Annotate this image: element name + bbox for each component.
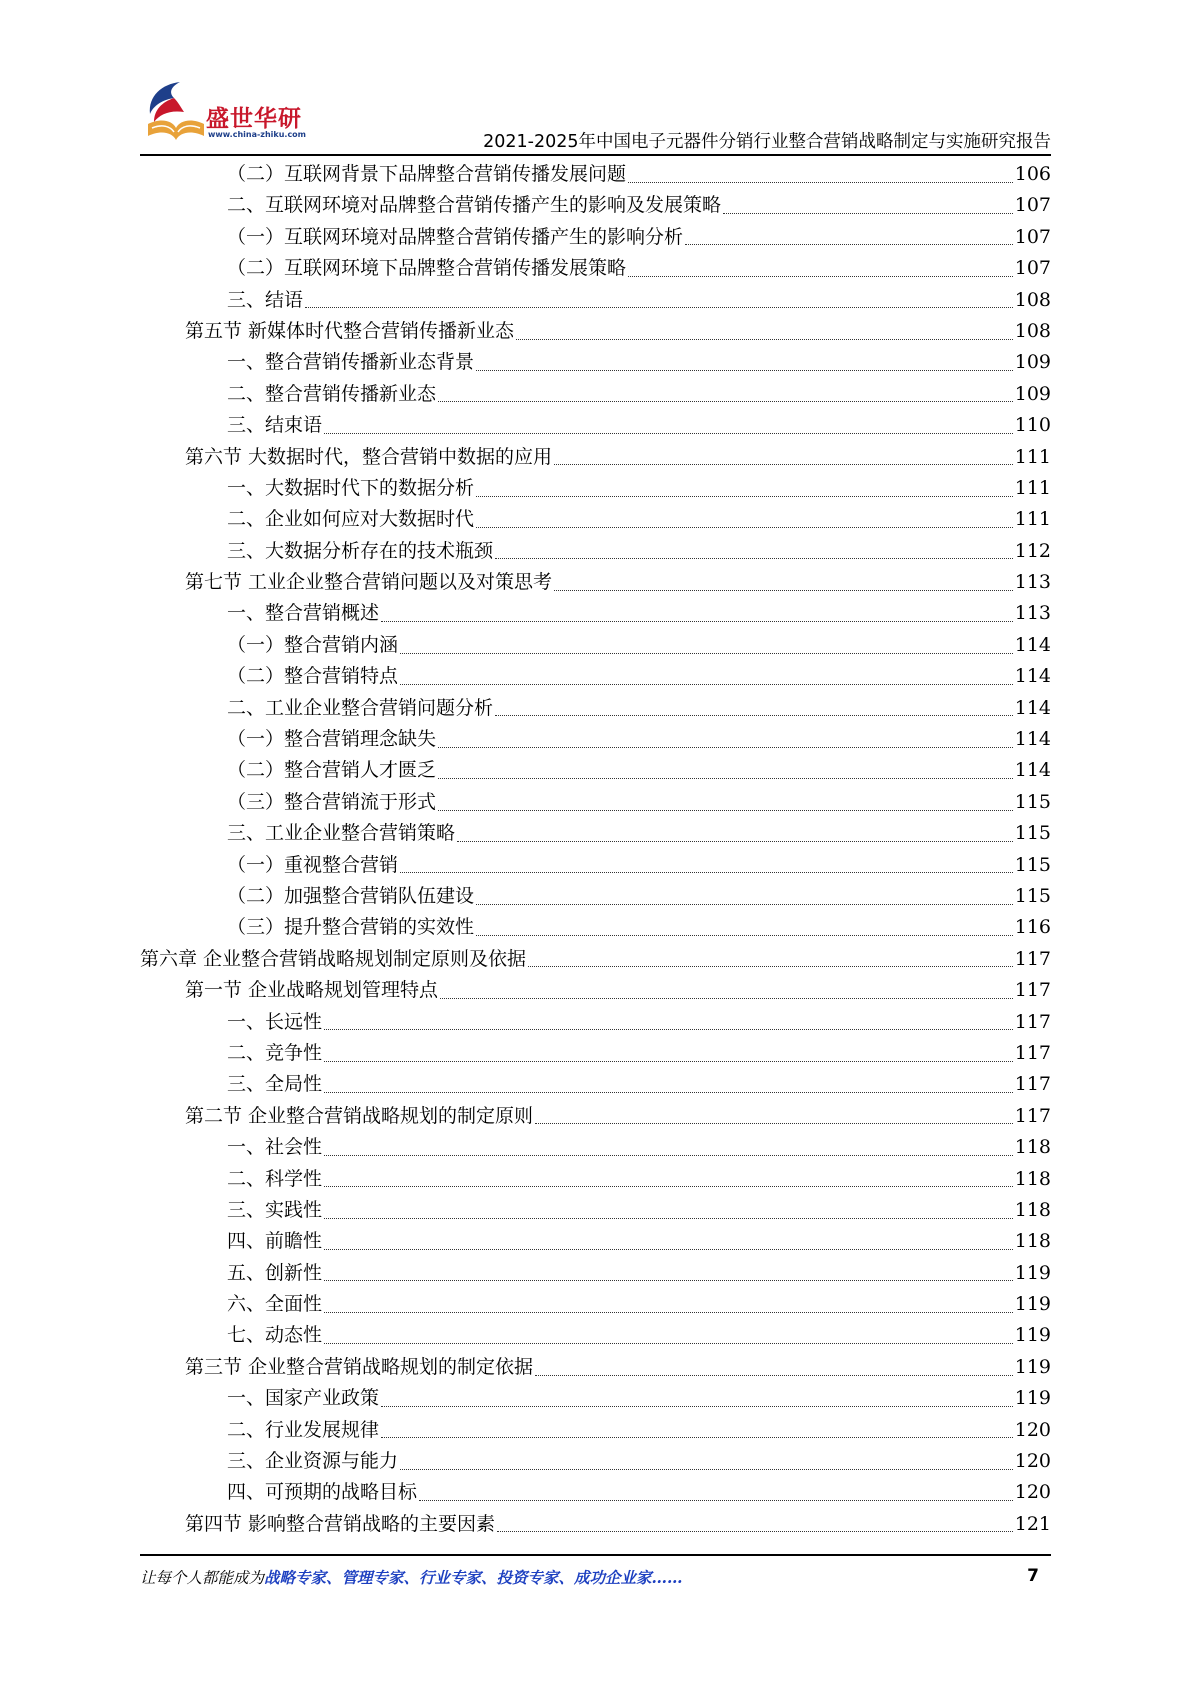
toc-entry-title: 二、科学性 bbox=[227, 1167, 323, 1190]
toc-entry-page: 111 bbox=[1014, 445, 1051, 468]
toc-dot-leader bbox=[528, 965, 1013, 967]
toc-dot-leader bbox=[516, 338, 1013, 340]
toc-dot-leader bbox=[554, 463, 1013, 465]
toc-entry-title: 二、行业发展规律 bbox=[227, 1418, 380, 1441]
toc-entry-title: （二）加强整合营销队伍建设 bbox=[227, 884, 475, 907]
toc-entry[interactable] bbox=[140, 1007, 1051, 1038]
toc-entry-page: 114 bbox=[1014, 759, 1051, 782]
toc-dot-leader bbox=[381, 1405, 1013, 1407]
toc-entry-page: 119 bbox=[1014, 1261, 1051, 1284]
toc-dot-leader bbox=[497, 1530, 1013, 1532]
table-of-contents bbox=[140, 159, 1051, 1540]
toc-entry[interactable] bbox=[140, 944, 1051, 975]
toc-entry[interactable] bbox=[140, 473, 1051, 504]
toc-entry[interactable] bbox=[140, 755, 1051, 786]
header-divider bbox=[140, 154, 1051, 156]
toc-dot-leader bbox=[400, 652, 1013, 654]
toc-entry[interactable] bbox=[140, 253, 1051, 284]
toc-entry-title: 第四节 影响整合营销战略的主要因素 bbox=[185, 1512, 496, 1535]
toc-entry-title: 一、社会性 bbox=[227, 1136, 323, 1159]
toc-entry-page: 112 bbox=[1014, 539, 1051, 562]
toc-entry[interactable] bbox=[140, 598, 1051, 629]
toc-entry[interactable] bbox=[140, 410, 1051, 441]
report-title: 2021-2025年中国电子元器件分销行业整合营销战略制定与实施研究报告 bbox=[483, 132, 1051, 152]
toc-entry-page: 113 bbox=[1014, 602, 1051, 625]
toc-entry-page: 118 bbox=[1014, 1167, 1051, 1190]
toc-entry[interactable] bbox=[140, 693, 1051, 724]
toc-entry[interactable] bbox=[140, 316, 1051, 347]
toc-entry-page: 108 bbox=[1014, 319, 1051, 342]
toc-entry-title: （三）提升整合营销的实效性 bbox=[227, 916, 475, 939]
toc-entry-title: 第六节 大数据时代，整合营销中数据的应用 bbox=[185, 445, 553, 468]
toc-dot-leader bbox=[324, 1279, 1013, 1281]
toc-entry-title: 一、整合营销概述 bbox=[227, 602, 380, 625]
toc-dot-leader bbox=[438, 746, 1013, 748]
toc-entry-title: （二）整合营销人才匮乏 bbox=[227, 759, 437, 782]
logo-url: www.china-zhiku.com bbox=[208, 130, 307, 139]
toc-dot-leader bbox=[457, 840, 1013, 842]
page-footer bbox=[140, 1566, 1051, 1594]
toc-dot-leader bbox=[476, 495, 1013, 497]
toc-entry-page: 119 bbox=[1014, 1324, 1051, 1347]
toc-dot-leader bbox=[324, 432, 1013, 434]
toc-dot-leader bbox=[324, 1060, 1013, 1062]
toc-entry-title: （一）重视整合营销 bbox=[227, 853, 399, 876]
toc-dot-leader bbox=[324, 1217, 1013, 1219]
toc-dot-leader bbox=[381, 1436, 1013, 1438]
toc-entry[interactable] bbox=[140, 850, 1051, 881]
toc-entry-page: 117 bbox=[1014, 1073, 1051, 1096]
toc-entry-page: 116 bbox=[1014, 916, 1051, 939]
toc-dot-leader bbox=[495, 557, 1013, 559]
toc-entry-title: 二、互联网环境对品牌整合营销传播产生的影响及发展策略 bbox=[227, 194, 722, 217]
toc-dot-leader bbox=[400, 683, 1013, 685]
toc-entry-page: 118 bbox=[1014, 1230, 1051, 1253]
toc-dot-leader bbox=[476, 526, 1013, 528]
toc-dot-leader bbox=[476, 369, 1013, 371]
toc-entry[interactable] bbox=[140, 787, 1051, 818]
toc-entry-page: 117 bbox=[1014, 1104, 1051, 1127]
toc-entry[interactable] bbox=[140, 536, 1051, 567]
toc-dot-leader bbox=[400, 1468, 1013, 1470]
toc-entry[interactable] bbox=[140, 190, 1051, 221]
toc-entry-title: 三、结束语 bbox=[227, 414, 323, 437]
toc-entry-title: 二、工业企业整合营销问题分析 bbox=[227, 696, 494, 719]
toc-entry[interactable] bbox=[140, 504, 1051, 535]
toc-dot-leader bbox=[535, 1374, 1013, 1376]
toc-dot-leader bbox=[495, 714, 1013, 716]
toc-entry-page: 117 bbox=[1014, 979, 1051, 1002]
toc-entry-page: 107 bbox=[1014, 257, 1051, 280]
toc-entry[interactable] bbox=[140, 379, 1051, 410]
toc-entry[interactable] bbox=[140, 1289, 1051, 1320]
toc-entry[interactable] bbox=[140, 442, 1051, 473]
toc-entry-title: （一）整合营销理念缺失 bbox=[227, 728, 437, 751]
toc-entry-title: 第六章 企业整合营销战略规划制定原则及依据 bbox=[140, 947, 527, 970]
toc-entry[interactable] bbox=[140, 1132, 1051, 1163]
toc-entry-page: 113 bbox=[1014, 571, 1051, 594]
toc-entry[interactable] bbox=[140, 285, 1051, 316]
toc-entry[interactable] bbox=[140, 1352, 1051, 1383]
toc-entry-title: 三、结语 bbox=[227, 288, 304, 311]
toc-entry-title: 一、长远性 bbox=[227, 1010, 323, 1033]
toc-entry-title: 一、国家产业政策 bbox=[227, 1387, 380, 1410]
toc-entry[interactable] bbox=[140, 912, 1051, 943]
page-number: 7 bbox=[1027, 1566, 1039, 1586]
toc-entry-title: 二、整合营销传播新业态 bbox=[227, 382, 437, 405]
toc-entry-page: 107 bbox=[1014, 194, 1051, 217]
toc-entry-page: 117 bbox=[1014, 947, 1051, 970]
toc-entry-title: 六、全面性 bbox=[227, 1293, 323, 1316]
toc-entry-title: 第三节 企业整合营销战略规划的制定依据 bbox=[185, 1355, 534, 1378]
toc-dot-leader bbox=[628, 275, 1013, 277]
toc-entry-page: 119 bbox=[1014, 1293, 1051, 1316]
footer-divider bbox=[140, 1554, 1051, 1556]
toc-entry-page: 111 bbox=[1014, 476, 1051, 499]
toc-entry-title: （一）互联网环境对品牌整合营销传播产生的影响分析 bbox=[227, 225, 684, 248]
toc-dot-leader bbox=[438, 777, 1013, 779]
toc-entry[interactable] bbox=[140, 1446, 1051, 1477]
toc-dot-leader bbox=[324, 1311, 1013, 1313]
slogan-highlight: 战略专家、管理专家、行业专家、投资专家、成功企业家…… bbox=[264, 1568, 683, 1587]
toc-dot-leader bbox=[324, 1091, 1013, 1093]
toc-entry-title: 第一节 企业战略规划管理特点 bbox=[185, 979, 439, 1002]
toc-dot-leader bbox=[381, 620, 1013, 622]
page-header bbox=[140, 78, 1051, 154]
toc-entry-title: 一、大数据时代下的数据分析 bbox=[227, 476, 475, 499]
toc-entry-page: 110 bbox=[1014, 414, 1051, 437]
toc-dot-leader bbox=[685, 243, 1013, 245]
toc-entry-page: 106 bbox=[1014, 163, 1051, 185]
toc-entry-page: 115 bbox=[1014, 822, 1051, 845]
toc-entry-title: 一、整合营销传播新业态背景 bbox=[227, 351, 475, 374]
toc-entry-title: 三、大数据分析存在的技术瓶颈 bbox=[227, 539, 494, 562]
toc-entry[interactable] bbox=[140, 1383, 1051, 1414]
toc-entry-page: 114 bbox=[1014, 633, 1051, 656]
toc-entry-page: 109 bbox=[1014, 351, 1051, 374]
toc-dot-leader bbox=[628, 181, 1013, 183]
toc-entry[interactable] bbox=[140, 724, 1051, 755]
toc-entry-title: （三）整合营销流于形式 bbox=[227, 790, 437, 813]
toc-entry[interactable] bbox=[140, 222, 1051, 253]
toc-dot-leader bbox=[440, 997, 1013, 999]
toc-dot-leader bbox=[419, 1499, 1013, 1501]
toc-entry-title: 四、前瞻性 bbox=[227, 1230, 323, 1253]
toc-entry-page: 117 bbox=[1014, 1010, 1051, 1033]
toc-entry-page: 115 bbox=[1014, 853, 1051, 876]
toc-entry-page: 119 bbox=[1014, 1387, 1051, 1410]
toc-entry-title: 二、竞争性 bbox=[227, 1041, 323, 1064]
toc-entry[interactable] bbox=[140, 1195, 1051, 1226]
toc-entry-title: 三、全局性 bbox=[227, 1073, 323, 1096]
toc-entry-page: 115 bbox=[1014, 790, 1051, 813]
toc-entry[interactable] bbox=[140, 881, 1051, 912]
toc-entry-title: 七、动态性 bbox=[227, 1324, 323, 1347]
company-logo bbox=[140, 78, 320, 144]
logo-emblem-icon bbox=[140, 78, 210, 144]
toc-dot-leader bbox=[535, 1122, 1013, 1124]
toc-entry[interactable] bbox=[140, 661, 1051, 692]
toc-entry-page: 121 bbox=[1014, 1512, 1051, 1535]
toc-entry-title: 第七节 工业企业整合营销问题以及对策思考 bbox=[185, 571, 553, 594]
toc-entry[interactable] bbox=[140, 1226, 1051, 1257]
toc-entry-page: 114 bbox=[1014, 665, 1051, 688]
toc-entry[interactable] bbox=[140, 975, 1051, 1006]
toc-entry-title: （二）整合营销特点 bbox=[227, 665, 399, 688]
toc-dot-leader bbox=[324, 1342, 1013, 1344]
toc-entry-title: 三、工业企业整合营销策略 bbox=[227, 822, 456, 845]
toc-entry-title: 二、企业如何应对大数据时代 bbox=[227, 508, 475, 531]
logo-name: 盛世华研 bbox=[206, 106, 302, 132]
toc-dot-leader bbox=[476, 934, 1013, 936]
toc-dot-leader bbox=[438, 400, 1013, 402]
toc-dot-leader bbox=[324, 1154, 1013, 1156]
toc-entry[interactable] bbox=[140, 1509, 1051, 1540]
toc-entry[interactable] bbox=[140, 159, 1051, 190]
toc-entry-title: 三、实践性 bbox=[227, 1198, 323, 1221]
toc-entry[interactable] bbox=[140, 1320, 1051, 1351]
toc-dot-leader bbox=[400, 871, 1013, 873]
toc-entry-title: 第五节 新媒体时代整合营销传播新业态 bbox=[185, 319, 515, 342]
toc-entry-title: 三、企业资源与能力 bbox=[227, 1450, 399, 1473]
toc-entry-title: 第二节 企业整合营销战略规划的制定原则 bbox=[185, 1104, 534, 1127]
toc-dot-leader bbox=[476, 903, 1013, 905]
toc-entry-title: （一）整合营销内涵 bbox=[227, 633, 399, 656]
toc-entry[interactable] bbox=[140, 1164, 1051, 1195]
toc-entry-page: 114 bbox=[1014, 696, 1051, 719]
toc-entry[interactable] bbox=[140, 567, 1051, 598]
toc-entry[interactable] bbox=[140, 1415, 1051, 1446]
toc-dot-leader bbox=[554, 589, 1013, 591]
toc-dot-leader bbox=[723, 212, 1013, 214]
toc-dot-leader bbox=[324, 1185, 1013, 1187]
toc-dot-leader bbox=[324, 1248, 1013, 1250]
toc-entry[interactable] bbox=[140, 1069, 1051, 1100]
toc-entry[interactable] bbox=[140, 1258, 1051, 1289]
slogan-prefix: 让每个人都能成为 bbox=[140, 1569, 265, 1587]
toc-entry-page: 120 bbox=[1014, 1450, 1051, 1473]
toc-dot-leader bbox=[324, 1028, 1013, 1030]
toc-entry-title: （二）互联网背景下品牌整合营销传播发展问题 bbox=[227, 163, 627, 185]
toc-entry-page: 118 bbox=[1014, 1136, 1051, 1159]
toc-entry-page: 109 bbox=[1014, 382, 1051, 405]
toc-entry[interactable] bbox=[140, 630, 1051, 661]
toc-dot-leader bbox=[305, 306, 1013, 308]
toc-entry[interactable] bbox=[140, 1038, 1051, 1069]
toc-entry-title: 四、可预期的战略目标 bbox=[227, 1481, 418, 1504]
toc-dot-leader bbox=[438, 809, 1013, 811]
toc-entry-page: 111 bbox=[1014, 508, 1051, 531]
toc-entry-page: 120 bbox=[1014, 1481, 1051, 1504]
toc-entry[interactable] bbox=[140, 818, 1051, 849]
toc-entry-page: 118 bbox=[1014, 1198, 1051, 1221]
toc-entry-page: 108 bbox=[1014, 288, 1051, 311]
toc-entry-page: 117 bbox=[1014, 1041, 1051, 1064]
toc-entry[interactable] bbox=[140, 1477, 1051, 1508]
toc-entry[interactable] bbox=[140, 1101, 1051, 1132]
toc-entry-title: （二）互联网环境下品牌整合营销传播发展策略 bbox=[227, 257, 627, 280]
toc-entry[interactable] bbox=[140, 347, 1051, 378]
toc-entry-page: 120 bbox=[1014, 1418, 1051, 1441]
toc-entry-page: 119 bbox=[1014, 1355, 1051, 1378]
toc-entry-page: 115 bbox=[1014, 884, 1051, 907]
toc-entry-page: 107 bbox=[1014, 225, 1051, 248]
toc-entry-page: 114 bbox=[1014, 728, 1051, 751]
toc-entry-title: 五、创新性 bbox=[227, 1261, 323, 1284]
